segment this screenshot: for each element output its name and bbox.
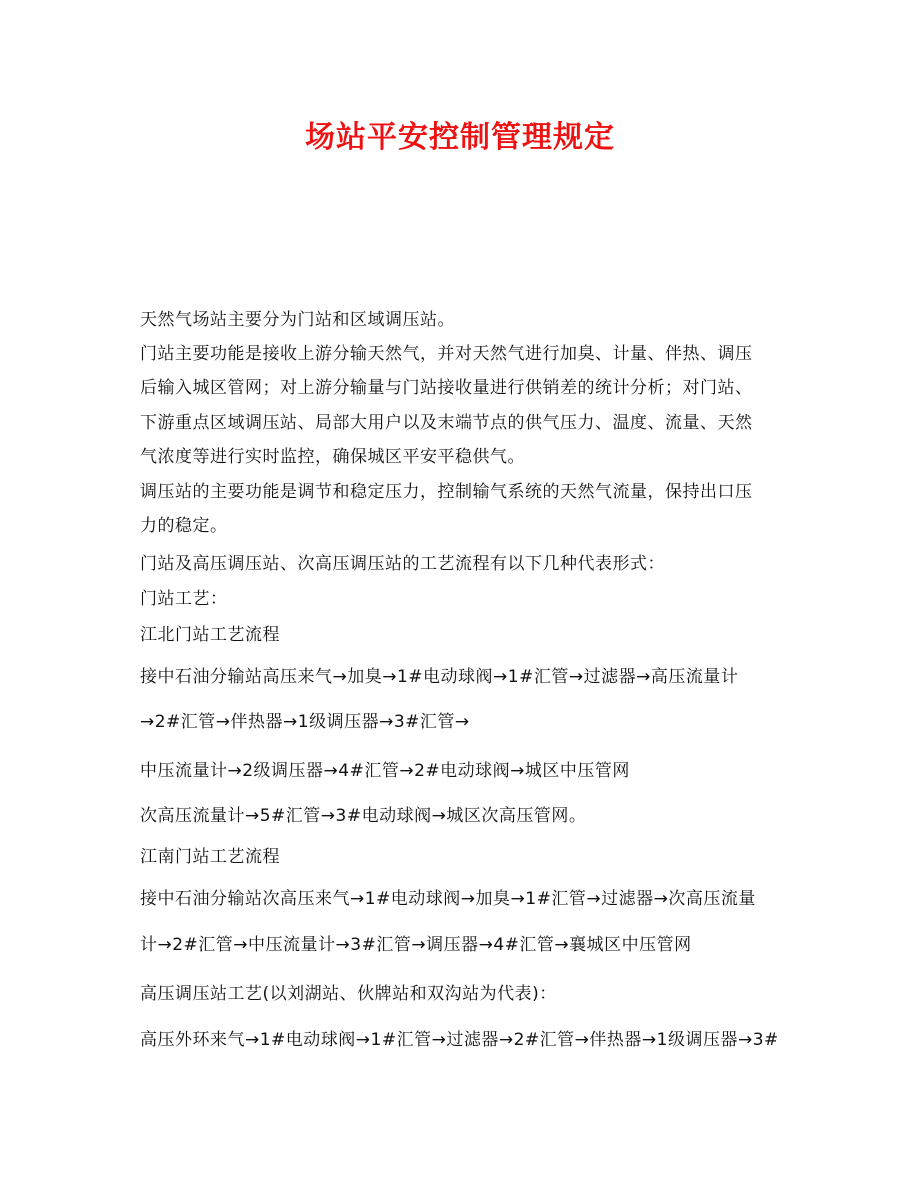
paragraph-line: 门站及高压调压站、次高压调压站的工艺流程有以下几种代表形式： <box>140 554 665 574</box>
paragraph-line: 调压站的主要功能是调节和稳定压力，控制输气系统的天然气流量，保持出口压 <box>140 482 753 502</box>
process-flow-line: 计→2#汇管→中压流量计→3#汇管→调压器→4#汇管→襄城区中压管网 <box>140 935 692 955</box>
paragraph-line: 力的稳定。 <box>140 516 228 536</box>
process-flow-line: →2#汇管→伴热器→1级调压器→3#汇管→ <box>140 712 470 732</box>
paragraph-line: 门站主要功能是接收上游分输天然气，并对天然气进行加臭、计量、伴热、调压 <box>140 344 753 364</box>
paragraph-line: 后输入城区管网；对上游分输量与门站接收量进行供销差的统计分析；对门站、 <box>140 378 753 398</box>
process-flow-line: 次高压流量计→5#汇管→3#电动球阀→城区次高压管网。 <box>140 806 587 826</box>
process-flow-line: 高压外环来气→1#电动球阀→1#汇管→过滤器→2#汇管→伴热器→1级调压器→3# <box>140 1030 779 1050</box>
section-heading: 高压调压站工艺(以刘湖站、伙牌站和双沟站为代表)： <box>140 984 557 1004</box>
section-heading: 江南门站工艺流程 <box>140 847 280 867</box>
paragraph-line: 气浓度等进行实时监控，确保城区平安平稳供气。 <box>140 447 525 467</box>
process-flow-line: 中压流量计→2级调压器→4#汇管→2#电动球阀→城区中压管网 <box>140 761 630 781</box>
process-flow-line: 接中石油分输站次高压来气→1#电动球阀→加臭→1#汇管→过滤器→次高压流量 <box>140 889 756 909</box>
section-heading: 江北门站工艺流程 <box>140 625 280 645</box>
paragraph-line: 天然气场站主要分为门站和区域调压站。 <box>140 310 455 330</box>
document-title: 场站平安控制管理规定 <box>305 120 615 155</box>
paragraph-line: 下游重点区域调压站、局部大用户以及末端节点的供气压力、温度、流量、天然 <box>140 413 753 433</box>
section-heading: 门站工艺： <box>140 589 228 609</box>
process-flow-line: 接中石油分输站高压来气→加臭→1#电动球阀→1#汇管→过滤器→高压流量计 <box>140 667 739 687</box>
